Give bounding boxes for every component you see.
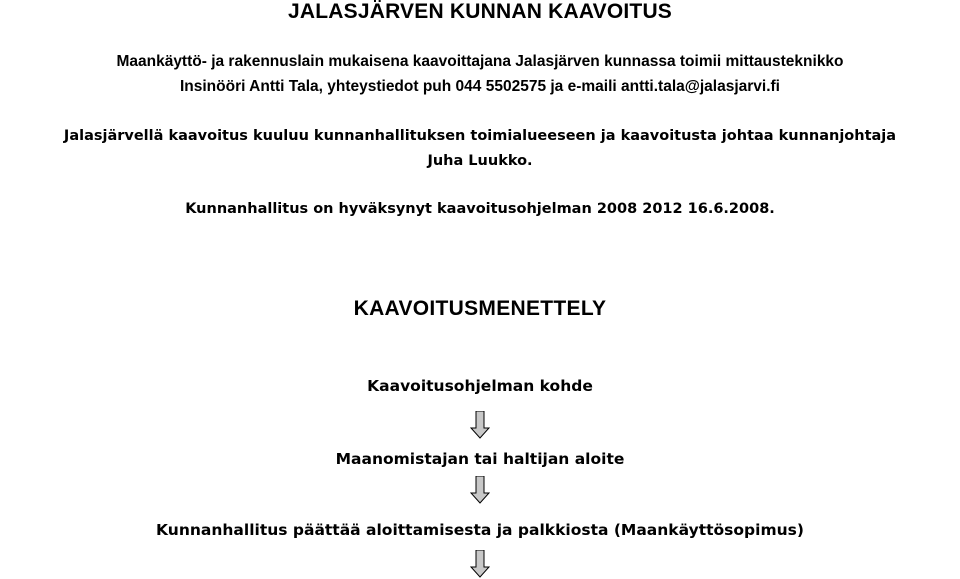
down-arrow-icon [470,476,490,504]
section-heading: KAAVOITUSMENETTELY [353,297,607,320]
intro-line-2: Insinööri Antti Tala, yhteystiedot puh 044 5502575 ja e-maili antti.tala@jalasjarvi.fi [179,78,780,95]
paragraph-1-line-1: Jalasjärvellä kaavoitus kuuluu kunnanhallituksen toimialueeseen ja kaavoitusta johtaa kunnanjohtaja [63,128,897,144]
intro-line-1: Maankäyttö- ja rakennuslain mukaisena kaavoittajana Jalasjärven kunnassa toimii mittausteknikko [116,53,844,70]
flow-step-2: Maanomistajan tai haltijan aloite [335,450,625,468]
flow-step-1: Kaavoitusohjelman kohde [367,377,593,395]
paragraph-1-line-2: Juha Luukko. [427,153,533,169]
document-title: JALASJÄRVEN KUNNAN KAAVOITUS [287,0,673,23]
down-arrow-icon [470,550,490,578]
paragraph-2: Kunnanhallitus on hyväksynyt kaavoitusohjelman 2008 2012 16.6.2008. [185,201,775,217]
down-arrow-icon [470,411,490,439]
flow-step-3: Kunnanhallitus päättää aloittamisesta ja palkkiosta (Maankäyttösopimus) [156,521,804,539]
